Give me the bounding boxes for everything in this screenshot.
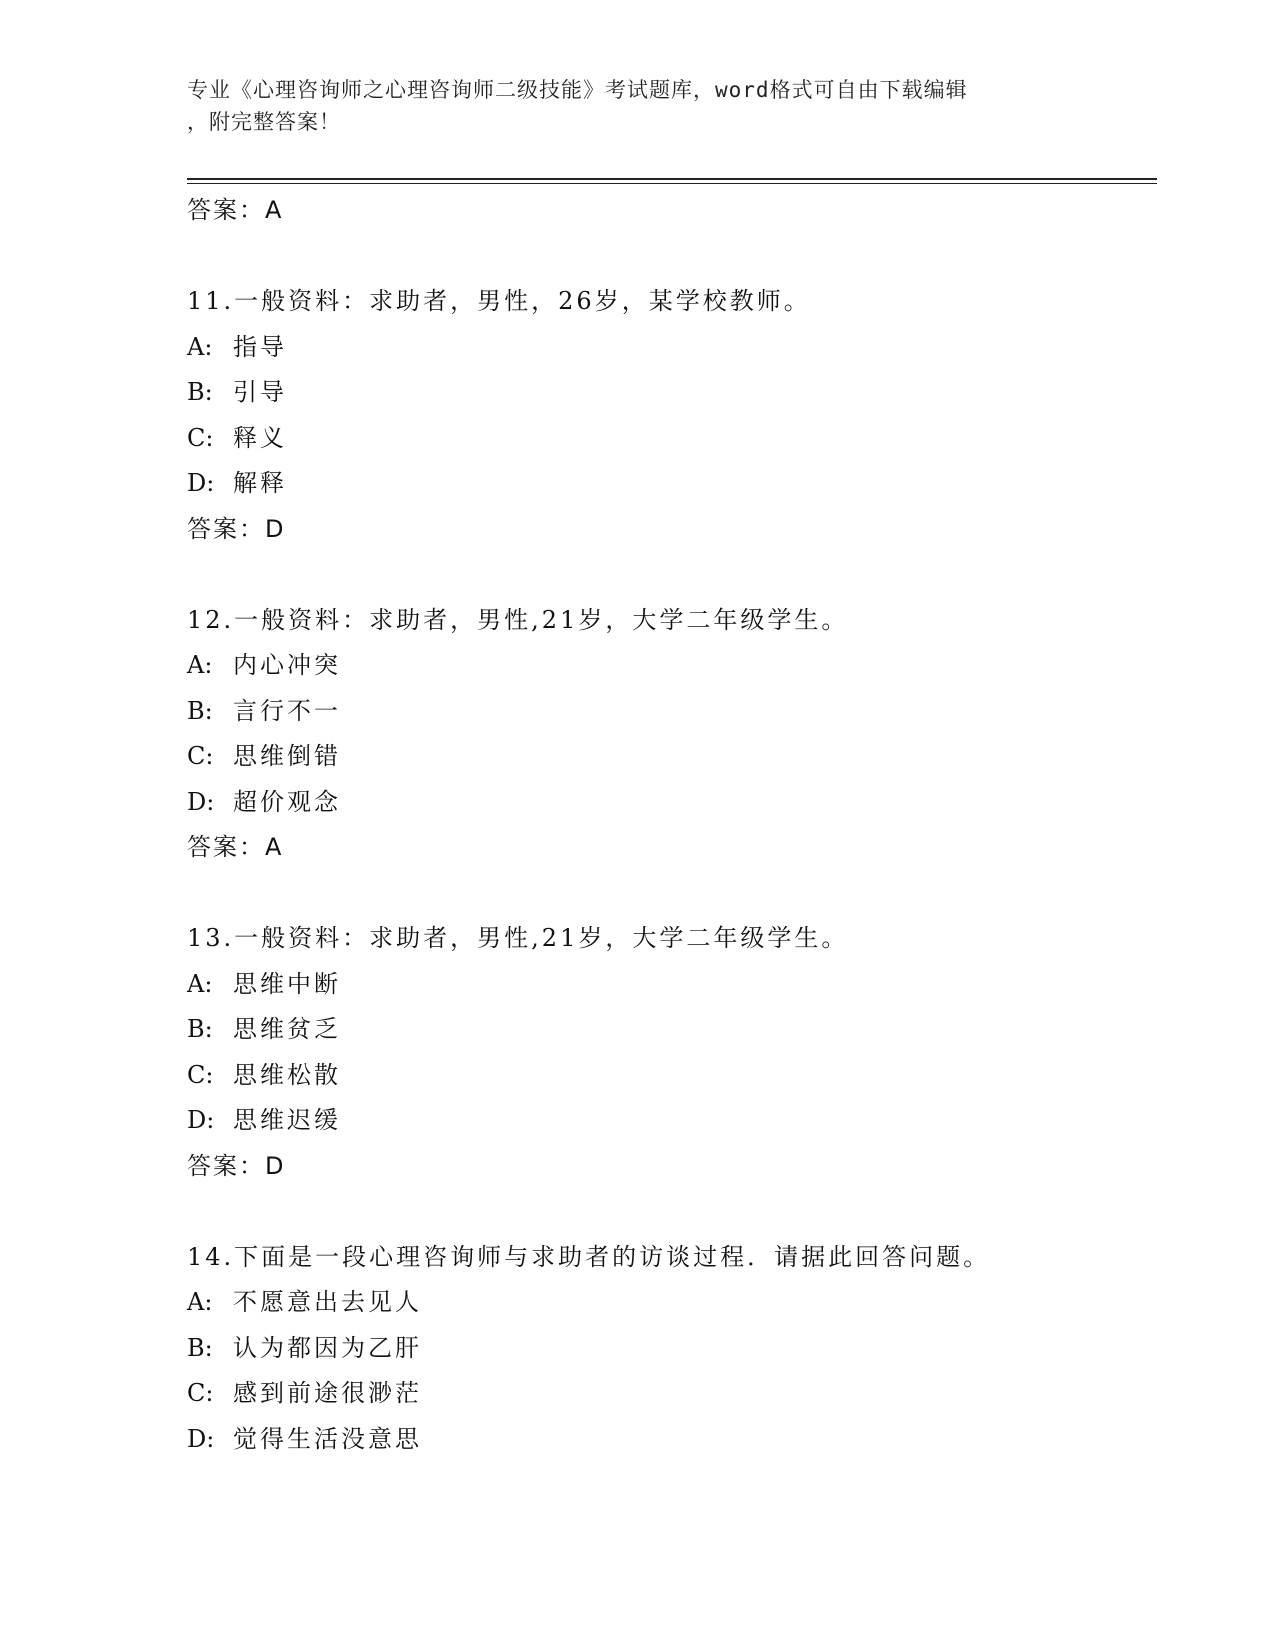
option-d [187,461,1157,507]
option-text: 释义 [233,423,287,452]
option-letter: B: [187,1015,213,1043]
blank-line [187,552,1157,598]
option-letter: A: [187,969,213,998]
option-text: 思维中断 [233,969,341,998]
question-list [187,188,1157,1462]
option-letter: A: [187,1288,213,1316]
option-letter: A: [187,332,213,361]
option-text: 思维贫乏 [233,1015,341,1043]
question-block [187,916,1157,1189]
option-text: 思维倒错 [233,742,341,770]
option-letter: D: [187,1106,215,1134]
header-divider-thick [187,178,1157,180]
option-letter: B: [187,378,213,406]
option-c [187,1053,1157,1099]
option-text: 引导 [233,378,287,406]
option-text: 感到前途很渺茫 [233,1379,422,1407]
header-title-continuation: ，附完整答案！ [187,110,341,134]
question-stem: 11.一般资料：求助者，男性，26岁，某学校教师。 [187,287,811,315]
answer-line: 答案：A [187,196,284,224]
option-text: 不愿意出去见人 [233,1288,422,1316]
blank-line [187,1189,1157,1235]
answer-line: 答案：D [187,514,286,543]
question-stem: 13.一般资料：求助者，男性,21岁，大学二年级学生。 [187,924,849,952]
document-header [187,74,1067,138]
blank-line [187,234,1157,280]
option-letter: D: [187,787,215,816]
option-a [187,962,1157,1008]
option-c [187,416,1157,462]
answer-line: 答案：A [187,833,284,861]
option-b [187,1007,1157,1053]
question-block [187,279,1157,552]
option-b [187,370,1157,416]
blank-line [187,871,1157,917]
option-a [187,1280,1157,1326]
option-text: 思维迟缓 [233,1106,341,1134]
option-a [187,325,1157,371]
option-text: 超价观念 [233,787,341,816]
option-text: 解释 [233,469,287,497]
option-b [187,689,1157,735]
header-divider-thin [187,183,1157,184]
option-text: 言行不一 [233,696,341,725]
option-letter: B: [187,696,213,725]
option-c [187,1371,1157,1417]
option-text: 内心冲突 [233,651,341,679]
option-letter: C: [187,742,214,770]
option-b [187,1326,1157,1372]
option-text: 认为都因为乙肝 [233,1333,422,1362]
answer-line: 答案：D [187,1151,286,1180]
option-a [187,643,1157,689]
option-letter: D: [187,469,215,497]
option-letter: C: [187,1060,214,1089]
question-block [187,598,1157,871]
question-stem: 14.下面是一段心理咨询师与求助者的访谈过程．请据此回答问题。 [187,1242,991,1271]
question-block [187,1235,1157,1463]
question-stem: 12.一般资料：求助者，男性,21岁，大学二年级学生。 [187,605,849,634]
header-title-line: 专业《心理咨询师之心理咨询师二级技能》考试题库，word格式可自由下载编辑 [187,78,968,102]
option-letter: A: [187,651,213,679]
option-letter: C: [187,1379,214,1407]
option-text: 指导 [233,332,287,361]
option-letter: C: [187,423,214,452]
option-c [187,734,1157,780]
option-letter: D: [187,1424,215,1453]
option-d [187,780,1157,826]
option-d [187,1098,1157,1144]
option-d [187,1417,1157,1463]
option-text: 觉得生活没意思 [233,1424,422,1453]
option-letter: B: [187,1333,213,1362]
option-text: 思维松散 [233,1060,341,1089]
